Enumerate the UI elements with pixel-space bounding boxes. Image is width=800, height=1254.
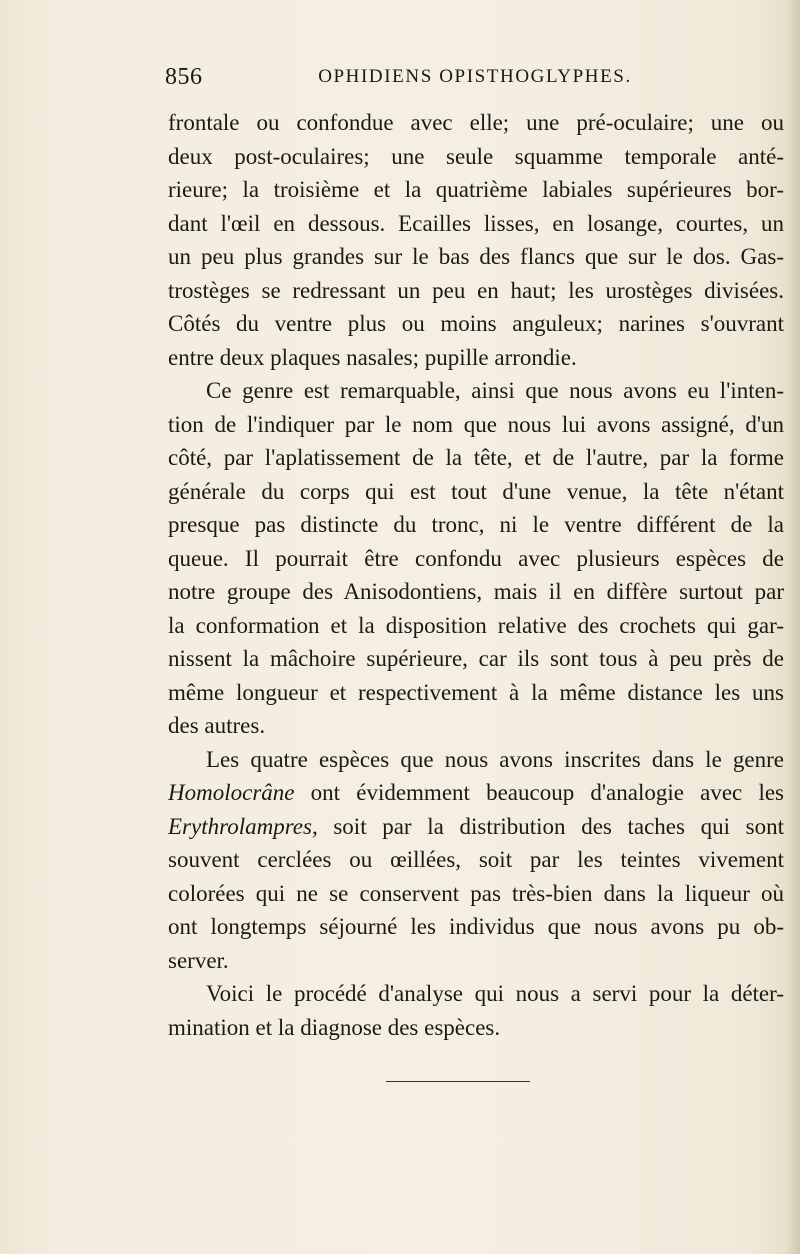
text-fragment: soit par la distribution des taches qui sont xyxy=(317,813,784,839)
text-line: tion de l'indiquer par le nom que nous lui avons assigné, d'un xyxy=(168,411,784,437)
text-line: même longueur et respectivement à la même distance les uns xyxy=(168,679,784,705)
text-line: Voici le procédé d'analyse qui nous a servi pour la déter- xyxy=(206,981,784,1006)
body-text xyxy=(168,106,784,1044)
section-divider xyxy=(386,1081,530,1082)
text-line: la conformation et la disposition relative des crochets qui gar- xyxy=(168,612,784,638)
text-line: frontale ou confondue avec elle; une pré-oculaire; une ou xyxy=(168,110,784,135)
paragraph-3 xyxy=(168,743,784,978)
text-line: dant l'œil en dessous. Ecailles lisses, en losange, courtes, un xyxy=(168,210,784,236)
text-line: deux post-oculaires; une seule squamme temporale anté- xyxy=(168,143,784,169)
paragraph-4 xyxy=(168,977,784,1044)
text-line: côté, par l'aplatissement de la tête, et de l'autre, par la forme xyxy=(168,445,784,470)
paragraph-1 xyxy=(168,106,784,374)
text-line: des autres. xyxy=(168,713,266,738)
text-line: queue. Il pourrait être confondu avec plusieurs espèces de xyxy=(168,545,784,571)
text-line: nissent la mâchoire supérieure, car ils sont tous à peu près de xyxy=(168,646,784,671)
page-edge-shadow xyxy=(786,0,800,1254)
text-line: rieure; la troisième et la quatrième labiales supérieures bor- xyxy=(168,177,784,202)
text-line: colorées qui ne se conservent pas très-bien dans la liqueur où xyxy=(168,880,784,906)
text-line: presque pas distincte du tronc, ni le ventre différent de la xyxy=(168,512,784,537)
paragraph-2 xyxy=(168,374,784,743)
text-line: entre deux plaques nasales; pupille arrondie. xyxy=(168,344,577,370)
text-line: mination et la diagnose des espèces. xyxy=(168,1014,501,1040)
page-number: 856 xyxy=(165,64,203,90)
text-line: trostèges se redressant un peu en haut; les urostèges divisées. xyxy=(168,277,784,303)
text-line: server. xyxy=(168,947,229,973)
genus-name-homolocrane: Homolocrâne xyxy=(168,780,295,805)
page-header xyxy=(165,64,785,94)
text-line: notre groupe des Anisodontiens, mais il en diffère surtout par xyxy=(168,579,784,604)
text-line: générale du corps qui est tout d'une venue, la tête n'étant xyxy=(168,478,784,504)
running-title: OPHIDIENS OPISTHOGLYPHES. xyxy=(318,66,632,87)
text-line: un peu plus grandes sur le bas des flancs que sur le dos. Gas- xyxy=(168,244,784,269)
text-fragment: ont évidemment beaucoup d'analogie avec les xyxy=(294,780,784,805)
text-line: Ce genre est remarquable, ainsi que nous avons eu l'inten- xyxy=(206,378,784,403)
text-line: ont longtemps séjourné les individus que nous avons pu ob- xyxy=(168,914,784,939)
text-line: Côtés du ventre plus ou moins anguleux; narines s'ouvrant xyxy=(168,311,784,336)
text-line xyxy=(168,810,784,844)
text-line xyxy=(168,776,784,810)
text-line: Les quatre espèces que nous avons inscrites dans le genre xyxy=(206,746,784,772)
text-line: souvent cerclées ou œillées, soit par les teintes vivement xyxy=(168,847,784,872)
genus-name-erythrolampres: Erythrolampres, xyxy=(168,813,318,839)
